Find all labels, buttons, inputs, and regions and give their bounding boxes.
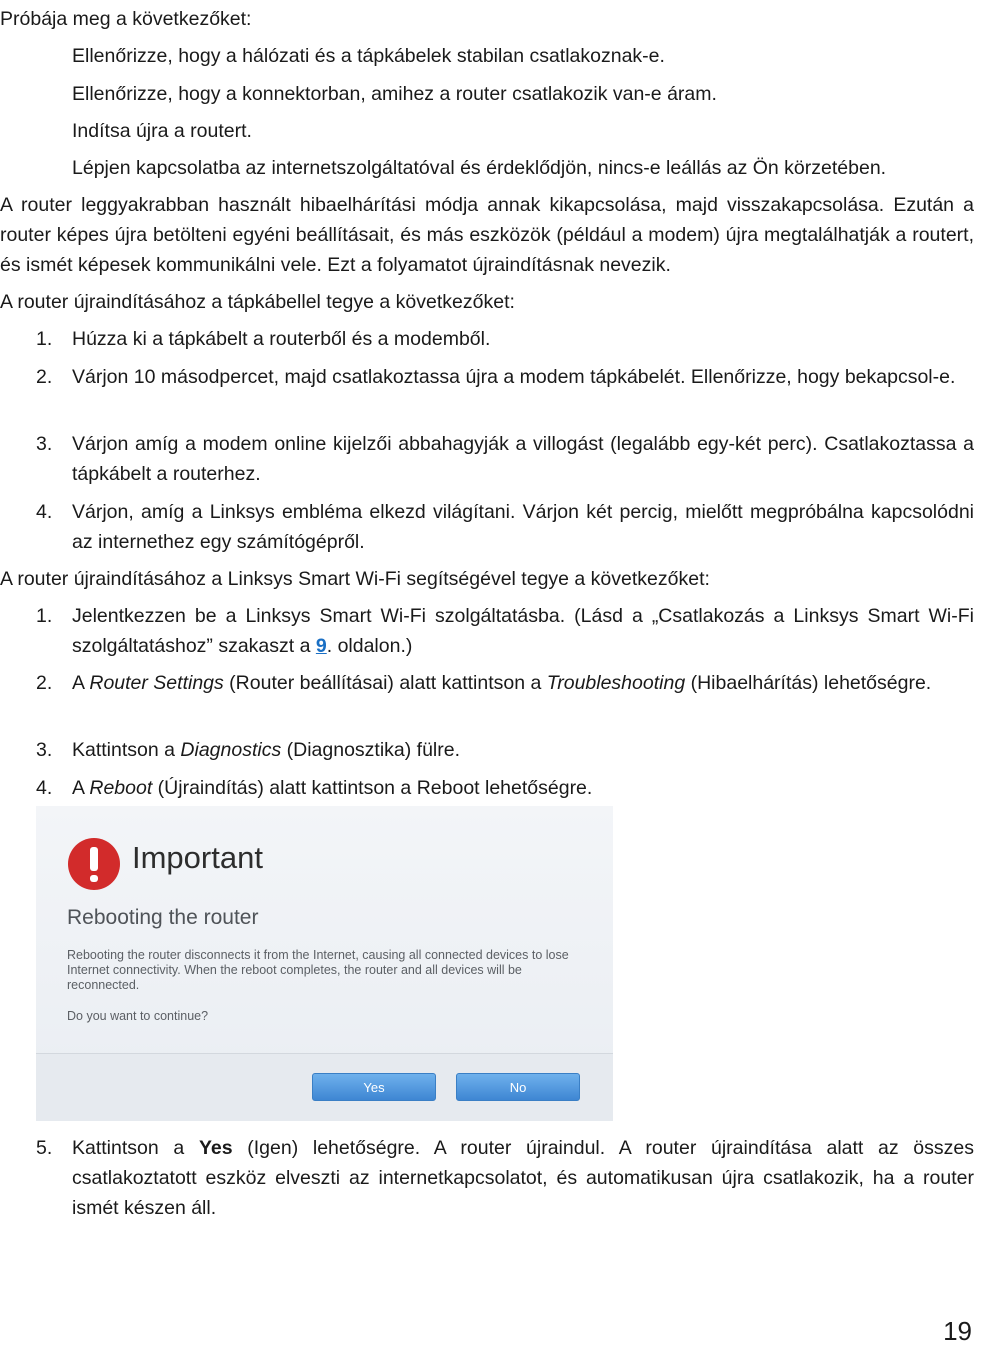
page-number: 19	[943, 1316, 972, 1346]
dialog-subtitle: Rebooting the router	[67, 906, 259, 929]
dialog-footer	[36, 1053, 613, 1121]
step-number: 4.	[36, 777, 53, 799]
wifi-step: Jelentkezzen be a Linksys Smart Wi-Fi szolgáltatásba. (Lásd a „Csatlakozás a Linksys Smart Wi-Fi szolgáltatáshoz” szakaszt a 9. oldalon.)	[72, 605, 974, 657]
wifi-step: A Router Settings (Router beállításai) alatt kattintson a Troubleshooting (Hibaelhárítás) lehetőségre.	[72, 672, 932, 694]
power-step: Várjon, amíg a Linksys embléma elkezd világítani. Várjon két percig, mielőtt megpróbálna kapcsolódni az internethez egy számítógépről.	[72, 501, 974, 553]
yes-button[interactable]: Yes	[312, 1073, 436, 1101]
step-number: 3.	[36, 739, 53, 761]
check-item: Ellenőrizze, hogy a hálózati és a tápkábelek stabilan csatlakoznak-e.	[72, 45, 665, 67]
step-number: 2.	[36, 366, 53, 388]
exclamation-icon	[68, 838, 120, 890]
step-number: 2.	[36, 672, 53, 694]
dialog-question: Do you want to continue?	[67, 1009, 209, 1023]
wifi-step: Kattintson a Diagnostics (Diagnosztika) fülre.	[72, 739, 461, 761]
check-item: Indítsa újra a routert.	[72, 120, 252, 142]
step-number: 3.	[36, 433, 53, 455]
power-heading: A router újraindításához a tápkábellel tegye a következőket:	[0, 291, 515, 313]
reboot-dialog-screenshot	[36, 806, 613, 1121]
step-number: 4.	[36, 501, 53, 523]
power-step: Várjon amíg a modem online kijelzői abbahagyják a villogást (legalább egy-két perc). Csatlakoztassa a tápkábelt a routerhez.	[72, 433, 974, 485]
wifi-step: A Reboot (Újraindítás) alatt kattintson a Reboot lehetőségre.	[72, 777, 593, 799]
check-item: Ellenőrizze, hogy a konnektorban, amihez a router csatlakozik van-e áram.	[72, 83, 717, 105]
check-item: Lépjen kapcsolatba az internetszolgáltatóval és érdeklődjön, nincs-e leállás az Ön körzetében.	[72, 157, 887, 179]
wifi-step: Kattintson a Yes (Igen) lehetőségre. A router újraindul. A router újraindítása alatt az összes csatlakoztatott eszköz elveszti az internetkapcsolatot, és automatikusan újra csatlakozik, ha a router ismét készen áll.	[72, 1137, 974, 1219]
page-link[interactable]: 9	[315, 635, 327, 657]
step-number: 1.	[36, 605, 53, 627]
step-number: 1.	[36, 328, 53, 350]
wifi-heading: A router újraindításához a Linksys Smart Wi-Fi segítségével tegye a következőket:	[0, 568, 710, 590]
dialog-body: Rebooting the router disconnects it from the Internet, causing all connected devices to lose Internet connectivity. When the reboot completes, the router and all devices will be reconnected.	[67, 948, 569, 992]
step-number: 5.	[36, 1137, 53, 1159]
power-step: Várjon 10 másodpercet, majd csatlakoztassa újra a modem tápkábelét. Ellenőrizze, hogy bekapcsol-e.	[72, 366, 956, 388]
intro-text: Próbája meg a következőket:	[0, 8, 252, 30]
power-step: Húzza ki a tápkábelt a routerből és a modemből.	[72, 328, 491, 350]
reboot-paragraph: A router leggyakrabban használt hibaelhárítási módja annak kikapcsolása, majd visszakapcsolása. Ezután a router képes újra betölteni egyéni beállításait, és más eszközök (például a modem) újra megtalálhatják a routert, és ismét képesek kommunikálni vele. Ezt a folyamatot újraindításnak nevezik.	[0, 194, 974, 276]
dialog-title: Important	[132, 840, 263, 875]
no-button[interactable]: No	[456, 1073, 580, 1101]
